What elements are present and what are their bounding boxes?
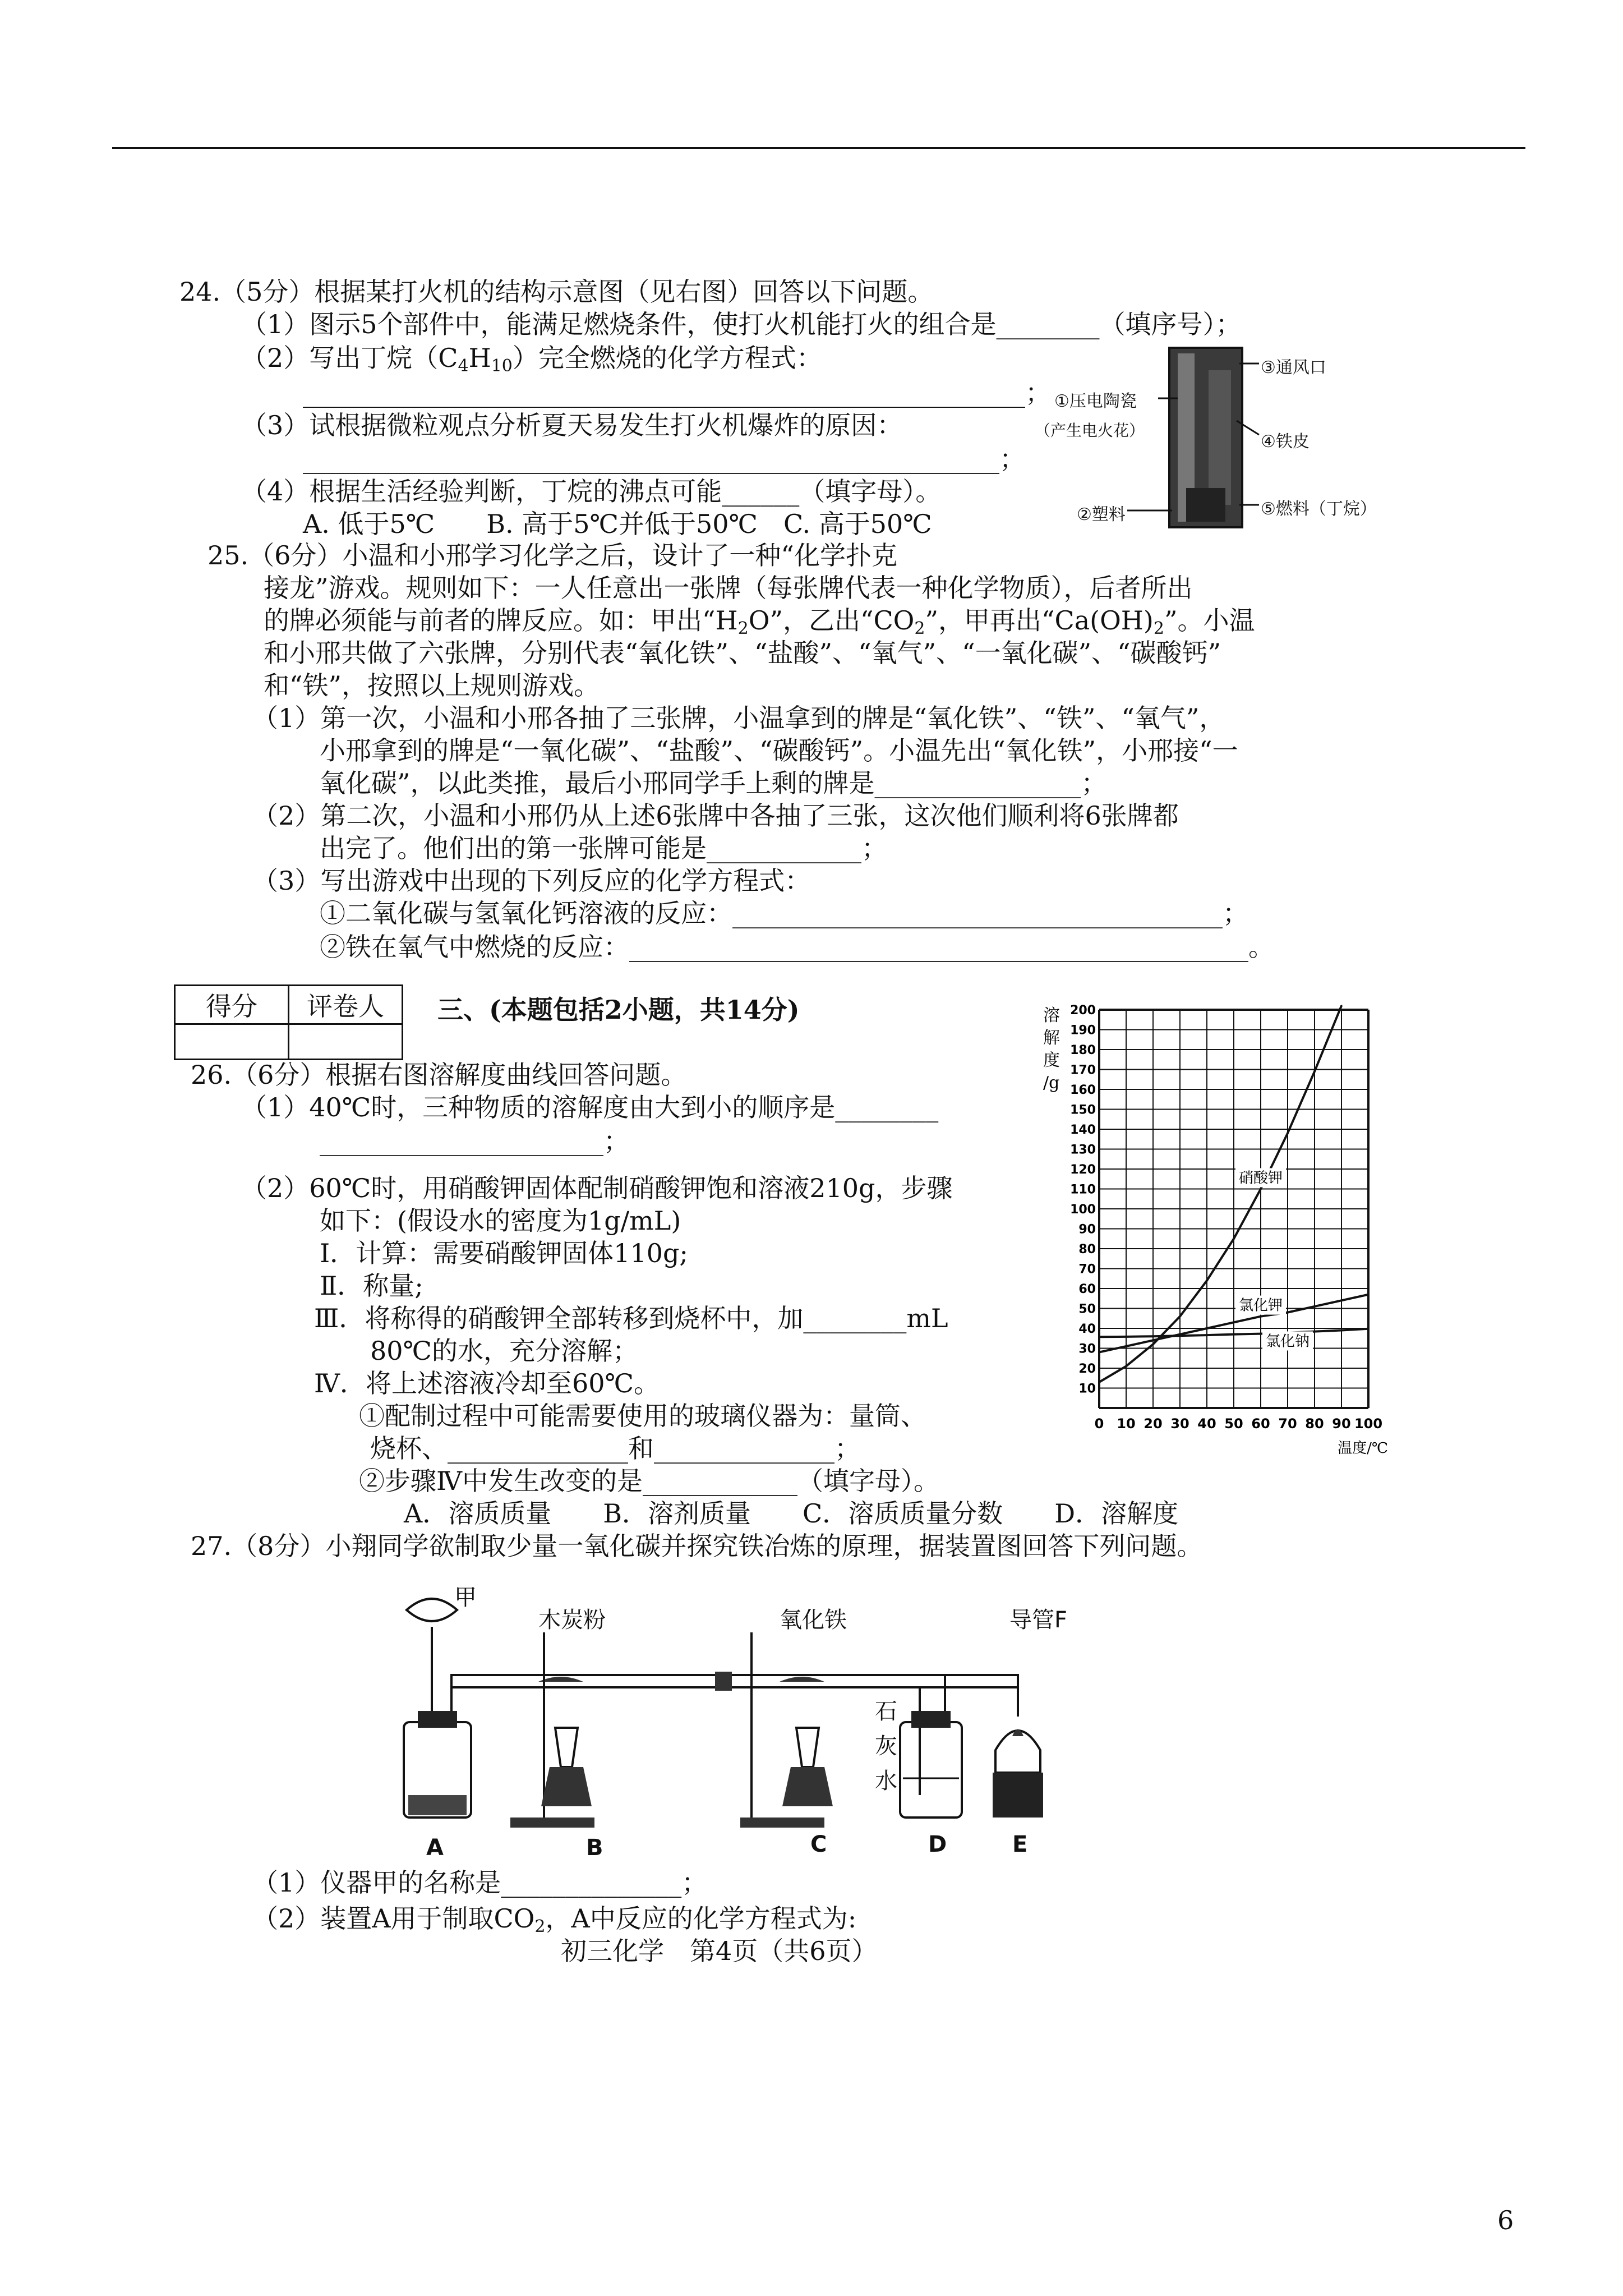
series-point <box>1152 1336 1154 1337</box>
q24-part4: （4）根据生活经验判断，丁烷的沸点可能______（填字母）。 <box>241 476 942 507</box>
y-tick-label: 130 <box>1070 1143 1096 1157</box>
q26-question1b: 烧杯、______________和______________； <box>370 1433 860 1464</box>
x-tick-label: 10 <box>1117 1416 1136 1432</box>
section3-heading: 三、(本题包括2小题，共14分) <box>437 995 800 1025</box>
q27-part2: （2）装置A用于制取$CO_2$，A中反应的化学方程式为: <box>252 1903 857 1936</box>
y-tick-label: 140 <box>1070 1123 1096 1137</box>
apparatus-label-jia: 甲 <box>454 1585 477 1611</box>
series-point <box>1179 1335 1181 1337</box>
series-point <box>1152 1340 1154 1341</box>
score-cell[interactable] <box>175 1024 289 1060</box>
y-tick-label: 60 <box>1078 1282 1096 1296</box>
solubility-chart <box>1032 999 1388 1475</box>
y-axis-label: 溶 <box>1043 1006 1060 1025</box>
q25-part1c: 氧化碳”，以此类推，最后小邢同学手上剩的牌是________________； <box>320 768 1107 798</box>
q25-part3a: ①二氧化碳与氢氧化钙溶液的反应：______________________________________； <box>320 898 1248 928</box>
lighter-label-piezo: ①压电陶瓷 <box>1054 392 1137 411</box>
series-point <box>1206 1328 1208 1329</box>
lighter-label-vent: ③通风口 <box>1261 358 1326 378</box>
q26-stem: 26.（6分）根据右图溶解度曲线回答问题。 <box>191 1060 687 1090</box>
q26-part1-blank: ______________________； <box>320 1126 629 1156</box>
apparatus-label-tube-f: 导管F <box>1009 1607 1068 1633</box>
series-point <box>1126 1345 1127 1347</box>
series-point <box>1206 1280 1208 1281</box>
series-point <box>1206 1335 1208 1336</box>
grader-header: 评卷人 <box>289 986 403 1024</box>
series-point <box>1260 1315 1262 1317</box>
q26-step2: Ⅱ．称量; <box>320 1271 423 1301</box>
x-tick-label: 100 <box>1354 1416 1383 1432</box>
lighter-label-iron: ④铁皮 <box>1261 432 1310 452</box>
series-label: 氯化钾 <box>1238 1297 1283 1314</box>
y-tick-label: 160 <box>1070 1083 1096 1097</box>
q26-step4: Ⅳ．将上述溶液冷却至60℃。 <box>314 1368 660 1398</box>
series-point <box>1260 1333 1262 1335</box>
series-point <box>1099 1351 1100 1353</box>
lighter-label-plastic: ②塑料 <box>1077 505 1126 524</box>
series-point <box>1341 1005 1343 1006</box>
q25-line4: 和小邢共做了六张牌，分别代表“氧化铁”、“盐酸”、“氧气”、“一氧化碳”、“碳酸钙” <box>264 638 1221 668</box>
series-point <box>1314 1305 1316 1307</box>
series-point <box>1314 1071 1316 1073</box>
y-tick-label: 40 <box>1078 1322 1096 1336</box>
grader-cell[interactable] <box>289 1024 403 1060</box>
page-footer: 初三化学 第4页（共6页） <box>561 1936 878 1966</box>
y-tick-label: 50 <box>1078 1302 1096 1317</box>
series-point <box>1368 1294 1370 1295</box>
q25-line1: 25.（6分）小温和小邢学习化学之后，设计了一种“化学扑克 <box>208 540 897 570</box>
apparatus-label-b: B <box>586 1835 603 1861</box>
lighter-figure <box>1009 337 1380 539</box>
y-axis-label: /g <box>1043 1073 1060 1093</box>
series-label: 硝酸钾 <box>1238 1170 1283 1187</box>
q25-line5: 和“铁”，按照以上规则游戏。 <box>264 670 600 701</box>
x-tick-label: 50 <box>1224 1416 1243 1432</box>
series-point <box>1179 1315 1181 1317</box>
q27-part1: （1）仪器甲的名称是______________； <box>252 1867 708 1898</box>
y-tick-label: 70 <box>1078 1262 1096 1277</box>
q25-line2: 接龙”游戏。规则如下：一人任意出一张牌（每张牌代表一种化学物质），后者所出 <box>264 573 1193 603</box>
q25-part2b: 出完了。他们出的第一张牌可能是____________； <box>320 833 887 863</box>
x-tick-label: 40 <box>1197 1416 1216 1432</box>
q24-stem: 24.（5分）根据某打火机的结构示意图（见右图）回答以下问题。 <box>179 277 934 307</box>
y-tick-label: 120 <box>1070 1163 1096 1177</box>
header-rule <box>112 147 1525 149</box>
lighter-label-spark: （产生电火花） <box>1035 421 1145 440</box>
series-point <box>1287 1312 1289 1313</box>
y-tick-label: 170 <box>1070 1063 1096 1078</box>
x-tick-label: 20 <box>1144 1416 1163 1432</box>
series-point <box>1126 1336 1127 1337</box>
y-tick-label: 110 <box>1070 1182 1096 1197</box>
q27-stem: 27.（8分）小翔同学欲制取少量一氧化碳并探究铁冶炼的原理，据装置图回答下列问题。 <box>191 1531 1203 1561</box>
series-point <box>1314 1331 1316 1332</box>
q26-question1a: ①配制过程中可能需要使用的玻璃仪器为：量筒、 <box>359 1401 926 1431</box>
apparatus-label-charcoal: 木炭粉 <box>538 1607 606 1633</box>
y-tick-label: 100 <box>1070 1203 1096 1217</box>
x-tick-label: 70 <box>1278 1416 1297 1432</box>
q25-part1b: 小邢拿到的牌是“一氧化碳”、“盐酸”、“碳酸钙”。小温先出“氧化铁”，小邢接“一 <box>320 735 1238 766</box>
y-tick-label: 80 <box>1078 1243 1096 1257</box>
q26-step1: Ⅰ．计算：需要硝酸钾固体110g; <box>320 1238 688 1268</box>
q26-part2a: （2）60℃时，用硝酸钾固体配制硝酸钾饱和溶液210g，步骤 <box>241 1173 953 1203</box>
apparatus-label-limewater: 石灰水 <box>875 1699 897 1794</box>
apparatus-label-d: D <box>928 1832 947 1857</box>
series-point <box>1099 1381 1100 1383</box>
solubility-chart-svg <box>1032 999 1388 1475</box>
y-tick-label: 90 <box>1078 1222 1096 1237</box>
q26-options: A．溶质质量 B．溶剂质量 C．溶质质量分数 D．溶解度 <box>404 1498 1179 1529</box>
q26-question2: ②步骤Ⅳ中发生改变的是____________（填字母）。 <box>359 1466 939 1496</box>
q24-part2-blank: ________________________________________________________； <box>303 378 1051 408</box>
y-tick-label: 150 <box>1070 1103 1096 1117</box>
series-point <box>1287 1133 1289 1134</box>
series-point <box>1368 1328 1370 1329</box>
y-axis-label: 度 <box>1043 1051 1060 1070</box>
series-point <box>1126 1365 1127 1367</box>
y-tick-label: 30 <box>1078 1342 1096 1356</box>
y-tick-label: 10 <box>1078 1382 1096 1396</box>
x-tick-label: 30 <box>1170 1416 1189 1432</box>
series-point <box>1152 1343 1154 1345</box>
apparatus-label-e: E <box>1012 1832 1028 1857</box>
x-tick-label: 60 <box>1251 1416 1270 1432</box>
q24-part3-blank: ______________________________________________________； <box>303 444 1025 474</box>
y-axis-label: 解 <box>1043 1028 1060 1048</box>
q25-part2a: （2）第二次，小温和小邢仍从上述6张牌中各抽了三张，这次他们顺利将6张牌都 <box>252 800 1179 831</box>
q26-step3a: Ⅲ．将称得的硝酸钾全部转移到烧杯中，加________mL <box>314 1303 948 1333</box>
series-point <box>1099 1336 1100 1338</box>
y-tick-label: 180 <box>1070 1043 1096 1057</box>
apparatus-label-iron-oxide: 氧化铁 <box>780 1607 847 1633</box>
y-tick-label: 190 <box>1070 1023 1096 1038</box>
y-tick-label: 200 <box>1070 1004 1096 1018</box>
score-header: 得分 <box>175 986 289 1024</box>
q26-step3b: 80℃的水，充分溶解； <box>370 1336 638 1366</box>
y-tick-label: 20 <box>1078 1362 1096 1376</box>
apparatus-label-a: A <box>426 1835 444 1861</box>
x-tick-label: 80 <box>1305 1416 1324 1432</box>
x-tick-label: 0 <box>1094 1416 1104 1432</box>
q24-part1: （1）图示5个部件中，能满足燃烧条件，使打火机能打火的组合是________（填序号）； <box>241 309 1242 339</box>
q25-part3: （3）写出游戏中出现的下列反应的化学方程式： <box>252 866 811 896</box>
q24-part2: （2）写出丁烷$(C_4H_{10})$完全燃烧的化学方程式： <box>241 343 822 376</box>
series-point <box>1233 1322 1235 1323</box>
x-axis-label: 温度/℃ <box>1338 1440 1388 1457</box>
series-point <box>1233 1238 1235 1240</box>
series-point <box>1233 1333 1235 1335</box>
lighter-label-fuel: ⑤燃料（丁烷） <box>1261 499 1377 519</box>
series-point <box>1341 1329 1343 1331</box>
x-tick-label: 90 <box>1332 1416 1351 1432</box>
q25-part3b: ②铁在氧气中燃烧的反应：________________________________________________。 <box>320 932 1274 962</box>
q26-part2b: 如下：(假设水的密度为1g/mL) <box>320 1205 681 1236</box>
q25-part1a: （1）第一次，小温和小邢各抽了三张牌，小温拿到的牌是“氧化铁”、“铁”、“氧气”， <box>252 703 1225 733</box>
page-number: 6 <box>1497 2205 1514 2235</box>
apparatus-label-c: C <box>810 1832 827 1857</box>
series-label: 氯化钠 <box>1265 1333 1310 1350</box>
q26-part1: （1）40℃时，三种物质的溶解度由大到小的顺序是________ <box>241 1092 939 1122</box>
series-point <box>1260 1188 1262 1190</box>
score-table <box>174 984 403 1060</box>
q24-part3: （3）试根据微粒观点分析夏天易发生打火机爆炸的原因： <box>241 410 903 440</box>
series-point <box>1341 1300 1343 1301</box>
q25-line3: 的牌必须能与前者的牌反应。如：甲出“$H_2O$”，乙出“$CO_2$”，甲再出“$Ca(OH)_2$”。小温 <box>264 605 1255 638</box>
q24-options: A. 低于5℃ B. 高于5℃并低于50℃ C. 高于50℃ <box>303 509 932 539</box>
apparatus-figure <box>393 1582 1166 1862</box>
